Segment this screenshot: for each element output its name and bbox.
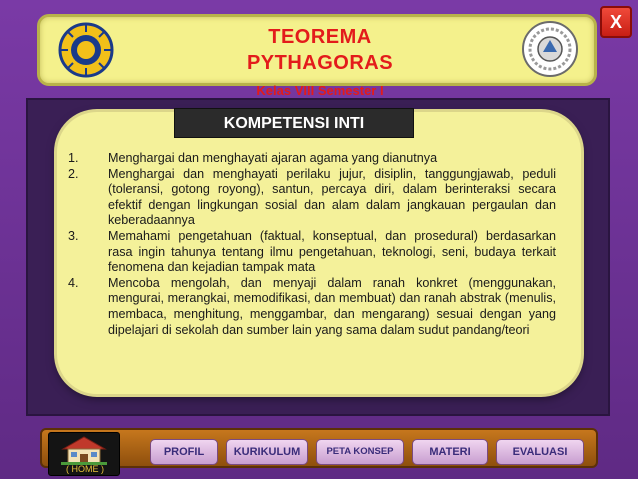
title-line-2: PYTHAGORAS — [246, 52, 394, 74]
section-title: KOMPETENSI INTI — [174, 108, 414, 138]
item-number: 3. — [68, 228, 79, 243]
item-text: Memahami pengetahuan (faktual, konseptual, dan prosedural) berdasarkan rasa ingin tahunya tentang ilmu pengetahuan, teknologi, seni, budaya terkait fenomena dan kejadian tampak mata — [108, 228, 556, 275]
nav-materi-button[interactable]: MATERI — [412, 439, 488, 465]
item-text: Menghargai dan menghayati ajaran agama yang dianutnya — [108, 151, 438, 165]
home-button[interactable] — [48, 432, 120, 476]
close-button[interactable]: X — [600, 6, 632, 38]
nav-peta-konsep-button[interactable]: PETA KONSEP — [316, 439, 404, 465]
title-line-1: TEOREMA — [268, 26, 372, 48]
item-text: Mencoba mengolah, dan menyaji dalam ranah konkret (menggunakan, mengurai, merangkai, memodifikasi, dan membuat) dan ranah abstrak (menulis, membaca, menghitung, menggambar, dan mengarang) sesuai dengan yang dipelajari di sekolah dan sumber lain yang sama dalam sudut pandang/teori — [108, 275, 556, 337]
university-logo-left — [58, 22, 114, 78]
house-icon — [59, 435, 109, 465]
competency-list — [68, 151, 556, 338]
list-item — [68, 276, 556, 338]
list-item — [68, 229, 556, 276]
nav-profil-button[interactable]: PROFIL — [150, 439, 218, 465]
home-label: ( HOME ) — [66, 464, 104, 474]
item-text: Menghargai dan menghayati perilaku jujur, disiplin, tanggungjawab, peduli (toleransi, gotong royong), santun, percaya diri, dalam berinteraksi secara efektif dengan lingkungan sosial dan alam dalam jangkauan pergaulan dan keberadaannya — [108, 166, 556, 228]
nav-evaluasi-button[interactable]: EVALUASI — [496, 439, 584, 465]
institution-logo-right — [521, 20, 579, 78]
nav-kurikulum-button[interactable]: KURIKULUM — [226, 439, 308, 465]
list-item — [68, 167, 556, 229]
item-number: 1. — [68, 151, 79, 165]
item-number: 4. — [68, 275, 79, 290]
page-subtitle: Kelas VIII Semester I — [256, 83, 384, 98]
list-item — [68, 151, 556, 167]
page-title — [200, 24, 440, 76]
item-number: 2. — [68, 166, 79, 181]
